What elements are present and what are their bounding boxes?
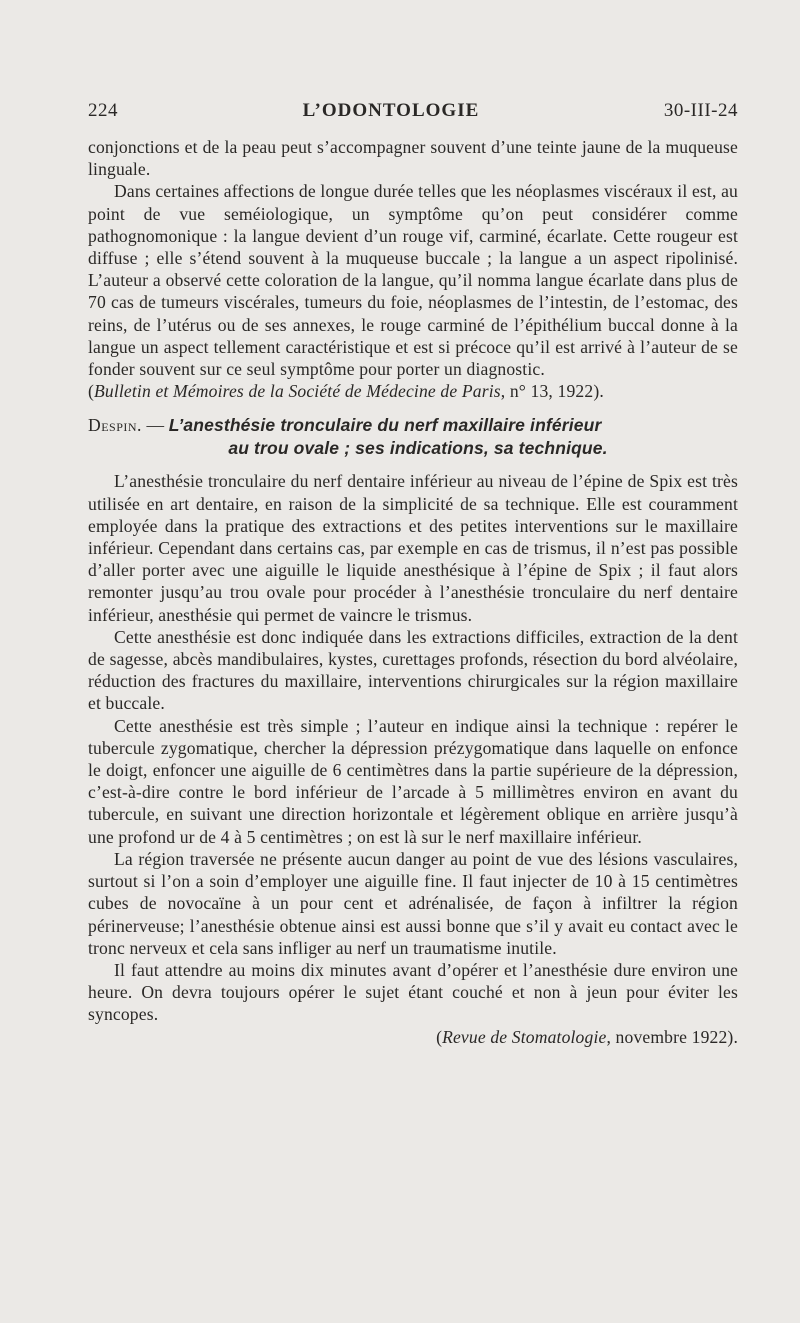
running-header	[88, 100, 738, 136]
article2-heading	[88, 414, 738, 460]
page-number: 224	[88, 100, 118, 121]
article2-paragraph: La région traversée ne présente aucun danger au point de vue des lésions vasculaires, surtout si l’on a soin d’employer une aiguille fine. Il faut injecter de 10 à 15 centimètres cubes de novocaïne à un pour cent et adrénalisée, de façon à infiltrer la région périnerveuse; l’anesthésie obtenue ainsi est aussi bonne que s’il y avait eu contact avec le tronc nerveux et cela sans infliger au nerf un traumatisme inutile.	[88, 848, 738, 958]
article2-paragraph: Cette anesthésie est donc indiquée dans les extractions difficiles, extraction de la dent de sagesse, abcès mandibulaires, kystes, curettages profonds, résection du bord alvéolaire, réduction des fractures du maxillaire, interventions chirurgicales sur la région maxillaire et buccale.	[88, 626, 738, 714]
citation-open: (	[88, 381, 95, 402]
journal-title: L’ODONTOLOGIE	[302, 100, 480, 121]
heading-dash: —	[141, 415, 169, 436]
heading-line2	[88, 437, 738, 460]
body-text	[88, 136, 738, 1048]
article-author: Despin.	[88, 415, 142, 436]
citation-source: Bulletin et Mémoires de la Société de Médecine de Paris	[94, 381, 501, 402]
article-title-line1: L’anesthésie tronculaire du nerf maxillaire inférieur	[168, 415, 602, 436]
continued-paragraph: conjonctions et de la peau peut s’accompagner souvent d’une teinte jaune de la muqueuse linguale.	[88, 137, 738, 180]
heading-line1	[88, 414, 738, 437]
article1-citation	[88, 380, 738, 402]
article2-citation	[88, 1026, 738, 1048]
citation-details: , n° 13, 1922).	[500, 381, 604, 402]
article-title-line2: au trou ovale ; ses indications, sa technique.	[228, 438, 608, 459]
article2-paragraph: Il faut attendre au moins dix minutes avant d’opérer et l’anesthésie dure environ une heure. On devra toujours opérer le sujet étant couché et non à jeun pour éviter les syncopes.	[88, 959, 738, 1025]
issue-date: 30-III-24	[663, 100, 738, 121]
citation-details: , novembre 1922).	[606, 1026, 738, 1047]
citation-source: Revue de Stomatologie	[442, 1026, 607, 1047]
article2-paragraph: Cette anesthésie est très simple ; l’auteur en indique ainsi la technique : repérer le tubercule zygomatique, chercher la dépression prézygomatique dans laquelle on enfonce le doigt, enfoncer une aiguille de 6 centimètres dans la partie supérieure de la dépression, c’est-à-dire contre le bord inférieur de l’arcade à 5 millimètres environ en avant du tubercule, en suivant une direction horizontale et légèrement oblique en arrière jusqu’à une profond ur de 4 à 5 centimètres ; on est là sur le nerf maxillaire inférieur.	[88, 715, 738, 847]
citation-open: (	[436, 1026, 443, 1047]
article2-paragraph: L’anesthésie tronculaire du nerf dentaire inférieur au niveau de l’épine de Spix est très utilisée en art dentaire, en raison de la simplicité de sa technique. Elle est couramment employée dans la pratique des extractions et des petites interventions sur le maxillaire inférieur. Cependant dans certains cas, par exemple en cas de trismus, il n’est pas possible d’aller porter avec une aiguille le liquide anesthésique à l’épine de Spix ; il faut alors remonter jusqu’au trou ovale pour procéder à l’anesthésie tronculaire du nerf dentaire inférieur, anesthésie qui permet de vaincre le trismus.	[88, 471, 738, 625]
article1-paragraph: Dans certaines affections de longue durée telles que les néoplasmes viscéraux il est, au point de vue seméiologique, un symptôme qu’on peut considérer comme pathognomonique : la langue devient d’un rouge vif, carminé, écarlate. Cette rougeur est diffuse ; elle s’étend souvent à la muqueuse buccale ; la langue a un aspect ripolinisé. L’auteur a observé cette coloration de la langue, qu’il nomma langue écarlate dans plus de 70 cas de tumeurs viscérales, tumeurs du foie, néoplasmes de l’intestin, de l’estomac, des reins, de l’utérus ou de ses annexes, le rouge carminé de l’épithélium buccal donne à la langue un aspect tellement caractéristique et est si précoce qu’il est arrivé à l’auteur de se fonder souvent sur ce seul symptôme pour porter un diagnostic.	[88, 181, 738, 380]
